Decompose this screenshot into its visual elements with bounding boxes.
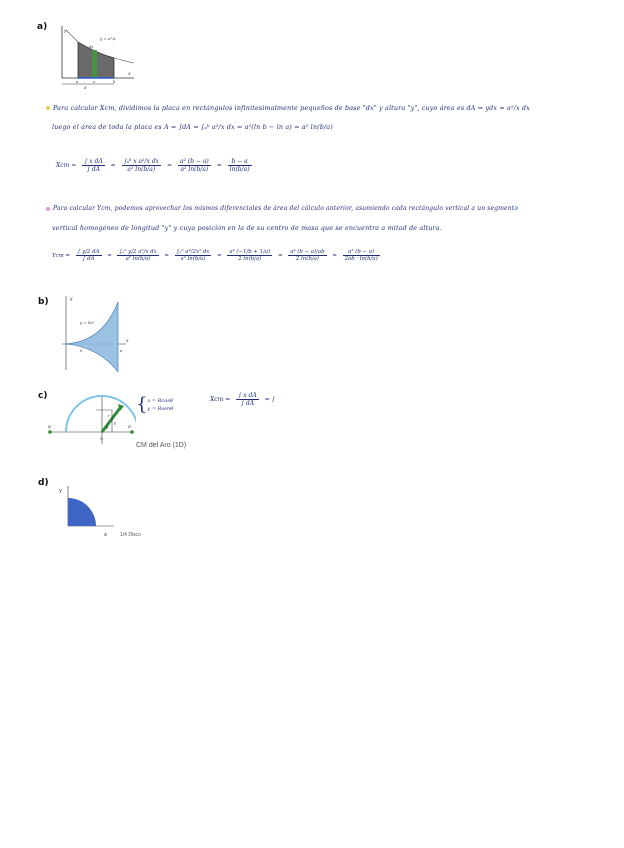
section-a-figure xyxy=(48,20,138,90)
svg-text:r: r xyxy=(108,413,110,418)
svg-text:θ: θ xyxy=(106,425,109,430)
pink-bullet-icon xyxy=(46,207,50,211)
yellow-bullet-icon xyxy=(46,106,50,110)
svg-text:y: y xyxy=(59,488,62,494)
ycm-equation: Ycm = $\frac{\int y/2 dA}{\int dA}$ = $\frac{\text{∫ₐᵇ y/2 a²/x dx}}{\text{a² ln(b/a)}}$ = $\frac{\text{∫ₐᵇ a⁴/2x² dx}}{\text{a² ln(b/a)}}$ = $\frac{\text{a⁴ (−1/b + 1/a)}}{2 \ln(b/a)}$ = $\frac{\text{a⁴ (b − a)/ab}}{2 \ln(b/a)}$ = $\frac{\text{a² (b − a)}}{2ab \cdot \ln(b/a)}$ xyxy=(52,249,378,262)
svg-text:R: R xyxy=(48,424,51,429)
section-a-label: a) xyxy=(37,22,48,32)
svg-text:x: x xyxy=(93,79,96,84)
section-d-label: d) xyxy=(38,478,49,488)
svg-text:y: y xyxy=(114,420,117,425)
text-line-2: luego el área de toda la placa es A = ∫dA = ∫ₐᵇ a²/x dx = a²(ln b − ln a) = a² ln(b/a) xyxy=(52,123,333,131)
section-b-label: b) xyxy=(38,297,49,307)
text-line-1: Para calcular Xcm, dividimos la placa en rectángulos infinitesimalmente pequeños de base "dx" y altura "y", cuyo área es dA = ydx = a²/x dx xyxy=(46,104,530,112)
caption-disc: 1/4 Disco xyxy=(120,532,141,538)
caption-ring: CM del Aro (1D) xyxy=(136,442,187,449)
svg-text:O: O xyxy=(100,436,103,441)
svg-text:a: a xyxy=(120,348,123,353)
section-c-figure xyxy=(46,392,136,450)
section-b-figure xyxy=(52,292,132,374)
svg-text:a: a xyxy=(76,79,79,84)
fig-a-curve: y = a²/x xyxy=(100,36,116,41)
xcm-ring-equation: Xcm = $\frac{\text{∫ x dA}}{\int dA}$ = ∫ xyxy=(210,392,275,407)
half-ring xyxy=(66,396,136,432)
svg-text:R: R xyxy=(128,424,131,429)
svg-text:b: b xyxy=(113,79,116,84)
fig-a-x: x xyxy=(128,72,131,77)
fig-a-y: y xyxy=(64,29,67,34)
radius-vector xyxy=(102,408,120,432)
fig-a-dx: dx xyxy=(89,44,94,49)
svg-text:x: x xyxy=(126,339,129,344)
xcm-equation: Xcm = $\frac{\text{∫ x dA}}{\int dA}$ = $\frac{\text{∫ₐᵇ x a²/x dx}}{\text{a² ln(b/a)}}$ = $\frac{\text{a² (b − a)}}{\text{a² ln(b/a)}}$ = $\frac{b - a}{\ln(b/a)}$ xyxy=(56,158,250,173)
svg-text:x: x xyxy=(104,532,107,538)
param-system: { x = Rcosθ y = Rsenθ xyxy=(136,394,174,415)
quarter-disc xyxy=(68,498,96,526)
brace-icon: { xyxy=(136,394,148,415)
text-line-4: vertical homogéneo de longitud "y" y cuya posición en la de su centro de masa que se encuentra a mitad de altura. xyxy=(52,224,442,232)
dx-strip xyxy=(92,50,97,78)
shaded-region xyxy=(66,302,118,372)
text-line-3: Para calcular Ycm, podemos aprovechar los mismos diferenciales de área del cálculo anterior, asumiendo cada rectángulo vertical a un segmento xyxy=(46,205,518,212)
fig-b-curve: y = kx² xyxy=(80,320,95,325)
section-d-figure xyxy=(56,482,128,540)
svg-text:d: d xyxy=(84,85,87,90)
svg-text:y: y xyxy=(70,297,73,302)
section-c-label: c) xyxy=(38,391,48,401)
svg-text:0: 0 xyxy=(80,348,83,353)
